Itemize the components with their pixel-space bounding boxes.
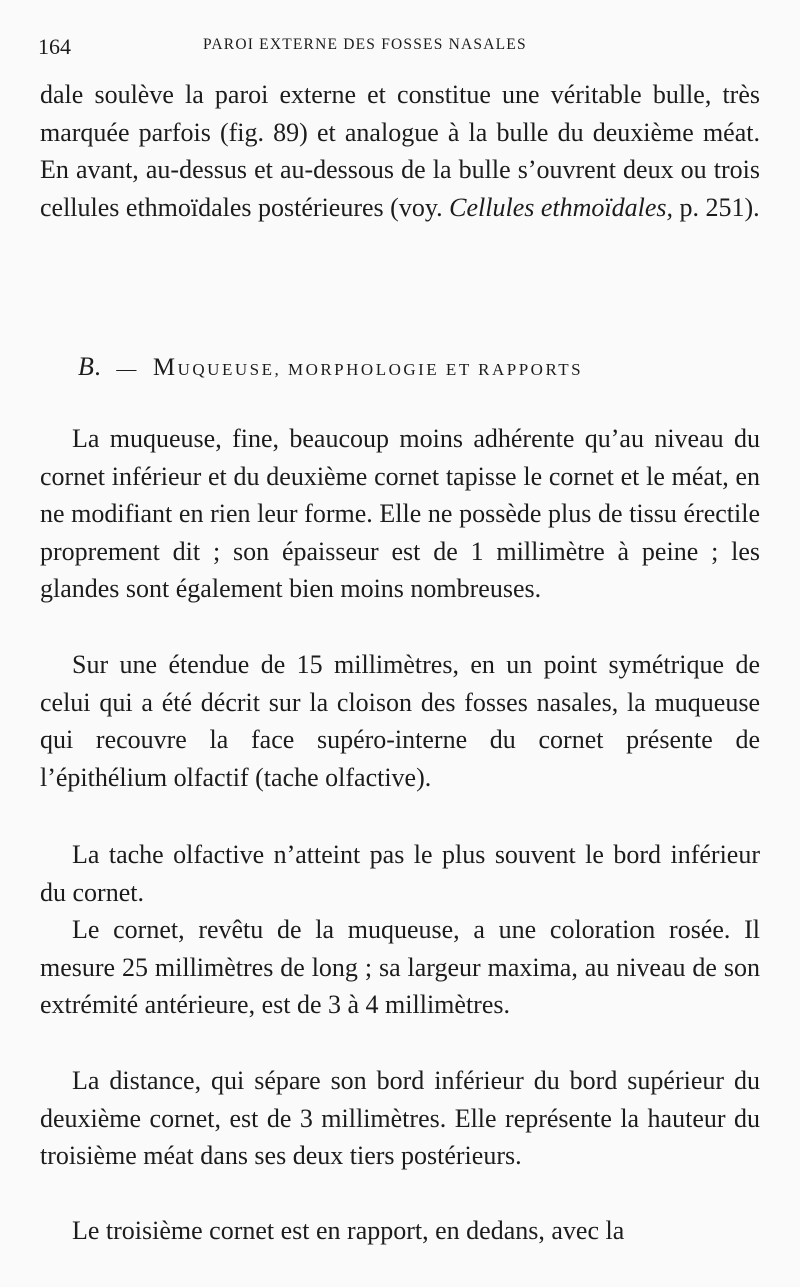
intro-page-ref: p. 251). bbox=[673, 192, 760, 222]
paragraph-distance bbox=[40, 1062, 760, 1175]
intro-text: dale soulève la paroi externe et constitue une véritable bulle, très marquée parfois (fig. 89) et analogue à la bulle du deuxième méat. En avant, au-dessus et au-dessous de la bulle s’ouvrent deux ou trois cellules ethmoïdales postérieures (voy. bbox=[40, 80, 760, 222]
running-title: PAROI EXTERNE DES FOSSES NASALES bbox=[203, 36, 527, 53]
section-title-initial: M bbox=[152, 354, 178, 381]
section-heading bbox=[78, 352, 758, 382]
paragraph-olfactory-area bbox=[40, 646, 760, 796]
paragraph-text: Le cornet, revêtu de la muqueuse, a une coloration rosée. Il mesure 25 millimètres de long ; sa largeur maxima, au niveau de son extrémité antérieure, est de 3 à 4 millimètres. bbox=[40, 915, 760, 1020]
section-dash: — bbox=[116, 358, 139, 380]
paragraph-text: La distance, qui sépare son bord inférieur du bord supérieur du deuxième cornet, est de 3 millimètres. Elle représente la hauteur du troisième méat dans ses deux tiers postérieurs. bbox=[40, 1066, 760, 1171]
page-number: 164 bbox=[38, 34, 71, 59]
intro-paragraph bbox=[40, 76, 760, 226]
cross-reference: Cellules ethmoïdales, bbox=[449, 192, 673, 222]
paragraph-dimensions bbox=[40, 911, 760, 1024]
paragraph-text: La muqueuse, fine, beaucoup moins adhérente qu’au niveau du cornet inférieur et du deuxième cornet tapisse le cornet et le méat, en ne modifiant en rien leur forme. Elle ne possède plus de tissu érectile proprement dit ; son épaisseur est de 1 millimètre à peine ; les glandes sont également bien moins nombreuses. bbox=[40, 424, 760, 604]
section-title: UQUEUSE, MORPHOLOGIE ET RAPPORTS bbox=[177, 360, 584, 379]
paragraph-mucosa bbox=[40, 420, 760, 608]
paragraph-text: Le troisième cornet est en rapport, en dedans, avec la bbox=[72, 1216, 625, 1245]
paragraph-text: Sur une étendue de 15 millimètres, en un point symétrique de celui qui a été décrit sur la cloison des fosses nasales, la muqueuse qui recouvre la face supéro-interne du cornet présente de l’épithélium olfactif (tache olfactive). bbox=[40, 650, 760, 792]
section-letter: B. bbox=[78, 352, 103, 381]
running-head bbox=[38, 34, 762, 58]
paragraph-text: La tache olfactive n’atteint pas le plus souvent le bord inférieur du cornet. bbox=[40, 840, 760, 907]
paragraph-olfactory-limit bbox=[40, 836, 760, 911]
paragraph-relations bbox=[40, 1212, 760, 1250]
